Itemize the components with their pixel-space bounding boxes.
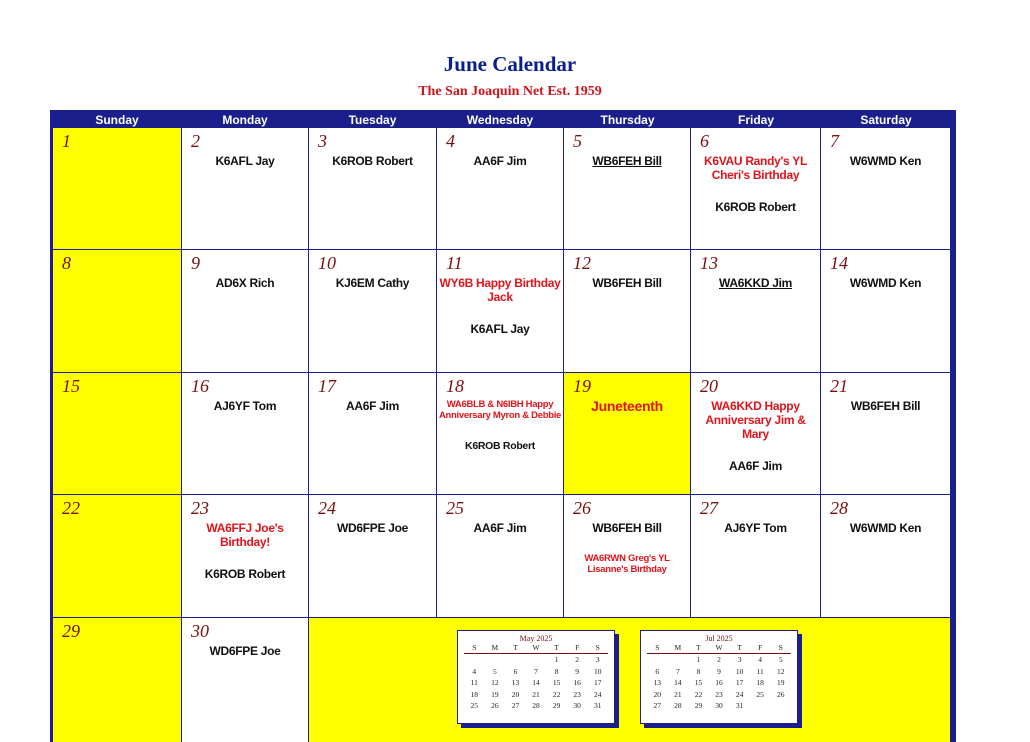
mini-weekday: T [696,643,701,652]
calendar-event: K6ROB Robert [465,440,535,452]
mini-day: 20 [511,689,520,699]
day-number: 27 [700,498,718,518]
mini-calendar-week [464,666,608,678]
day-events [309,154,436,186]
mini-day: 10 [594,666,602,676]
mini-calendar-week [647,666,791,678]
mini-weekday: M [674,643,682,652]
mini-day: 5 [778,655,783,664]
day-number: 1 [62,131,71,151]
day-events [691,154,820,232]
mini-day: 7 [675,666,680,676]
calendar-event: WB6FEH Bill [592,154,662,168]
day-events [691,276,820,308]
day-cell-15[interactable] [53,373,181,494]
day-events [182,276,308,308]
day-cell-13[interactable] [691,250,820,372]
calendar-event: WB6FEH Bill [850,399,921,413]
day-events [437,276,563,354]
day-cell-23[interactable] [182,495,308,617]
day-number: 29 [62,621,80,641]
day-number: 18 [446,376,464,396]
mini-day: 1 [554,655,559,664]
mini-day: 17 [594,678,602,687]
day-cell-14[interactable] [821,250,950,372]
day-cell-17[interactable] [309,373,436,494]
calendar-event: K6ROB Robert [332,154,413,168]
day-cell-29[interactable] [53,618,181,742]
mini-day: 19 [777,678,785,687]
mini-day: 30 [715,701,723,710]
day-number: 16 [191,376,209,396]
day-events [564,521,690,593]
mini-day: 30 [573,701,581,710]
weekday-saturday: Saturday [860,113,912,127]
day-events [309,276,436,308]
day-cell-11[interactable] [437,250,563,372]
day-cell-25[interactable] [437,495,563,617]
weekday-header [53,112,951,128]
mini-day: 5 [492,666,497,676]
calendar-frame [50,110,956,742]
mini-day: 11 [470,678,478,687]
day-cell-12[interactable] [564,250,690,372]
day-number: 20 [700,376,718,396]
day-events [821,399,950,431]
mini-day: 31 [735,701,744,710]
day-number: 4 [446,131,455,151]
day-cell-27[interactable] [691,495,820,617]
mini-day: 4 [758,655,763,664]
mini-day: 22 [694,689,703,699]
day-cell-30[interactable] [182,618,308,742]
mini-weekday: M [491,643,499,652]
day-number: 23 [191,498,209,518]
mini-day: 6 [655,666,660,676]
mini-day: 14 [674,678,682,687]
mini-day: 13 [653,678,662,687]
day-events [182,399,308,431]
weekday-friday: Friday [737,113,774,127]
mini-day: 22 [552,689,561,699]
mini-calendar-title: May 2025 [519,634,553,643]
mini-day: 31 [594,701,602,710]
mini-day: 9 [717,666,721,676]
calendar-event: KJ6EM Cathy [335,276,410,290]
mini-day: 9 [575,666,580,676]
day-events [182,154,308,186]
day-number: 22 [62,498,80,518]
day-events [437,521,563,553]
calendar-event: W6WMD Ken [849,276,922,290]
mini-calendar-header [647,643,791,654]
day-events [437,399,563,471]
mini-weekday: S [655,643,660,652]
day-events [309,399,436,431]
mini-day: 1 [696,655,701,664]
day-cell-2[interactable] [182,128,308,249]
day-cell-7[interactable] [821,128,950,249]
calendar-event: AD6X Rich [215,276,275,290]
calendar-event: WA6FFJ Joe's Birthday! [206,521,284,549]
mini-day: 29 [694,701,703,710]
mini-day: 26 [777,689,785,699]
day-number: 8 [62,253,71,273]
day-cell-9[interactable] [182,250,308,372]
mini-weekday: T [737,643,742,652]
mini-day [505,654,526,666]
calendar-event: W6WMD Ken [849,521,922,535]
weekday-monday: Monday [222,113,268,127]
day-number: 15 [62,376,80,396]
mini-day: 13 [511,678,520,687]
mini-day: 11 [756,666,764,676]
day-events [821,521,950,553]
day-number: 14 [830,253,848,273]
day-cell-6[interactable] [691,128,820,249]
mini-day: 18 [756,678,764,687]
calendar-event: AA6F Jim [473,154,527,168]
calendar-event: W6WMD Ken [849,154,922,168]
mini-day: 28 [532,701,540,710]
day-number: 28 [830,498,848,518]
day-cell-18[interactable] [437,373,563,494]
day-number: 10 [318,253,336,273]
mini-day: 24 [735,689,744,699]
mini-day: 3 [595,655,600,664]
day-number: 13 [700,253,718,273]
calendar-event: K6AFL Jay [470,322,530,336]
day-events [309,521,436,553]
day-cell-26[interactable] [564,495,690,617]
day-events [182,521,308,599]
mini-day: 24 [594,689,602,699]
mini-day: 25 [756,689,764,699]
mini-day: 4 [472,666,477,676]
day-events [821,276,950,308]
mini-day: 2 [575,655,580,664]
mini-day: 17 [735,678,744,687]
day-cell-16[interactable] [182,373,308,494]
mini-weekday: T [513,643,518,652]
mini-calendar-week [464,654,608,666]
mini-day: 27 [511,701,520,710]
calendar-event: WA6KKD Jim [718,276,792,290]
day-events [564,276,690,308]
day-number: 25 [446,498,464,518]
day-cell-21[interactable] [821,373,950,494]
mini-weekday: S [778,643,783,652]
mini-calendar-week [647,689,791,701]
day-number: 12 [573,253,591,273]
day-cell-8[interactable] [53,250,181,372]
mini-day [770,700,791,712]
mini-day [668,654,689,666]
mini-calendar-week [464,700,608,712]
day-cell-5[interactable] [564,128,690,249]
mini-calendar-week [647,700,791,712]
calendar-event: AA6F Jim [473,521,527,535]
day-cell-3[interactable] [309,128,436,249]
day-number: 30 [191,621,209,641]
mini-day: 14 [532,678,540,687]
mini-calendar-area [309,618,950,742]
day-cell-24[interactable] [309,495,436,617]
mini-calendar-week [647,677,791,689]
mini-weekday: W [532,643,540,652]
calendar-event: WA6RWN Greg's YL Lisanne's Birthday [584,553,670,575]
day-events [564,154,690,186]
mini-day: 18 [470,689,479,699]
mini-day: 16 [573,678,581,687]
mini-day: 27 [653,701,662,710]
page-subtitle: The San Joaquin Net Est. 1959 [418,84,602,99]
mini-day: 15 [552,678,561,687]
day-number: 19 [573,376,591,396]
mini-weekday: S [472,643,477,652]
day-events [564,399,690,431]
calendar-event: WD6FPE Joe [209,644,281,658]
day-cell-20[interactable] [691,373,820,494]
mini-day: 2 [717,655,721,664]
calendar-event: AJ6YF Tom [724,521,787,535]
mini-weekday: S [595,643,600,652]
day-cell-4[interactable] [437,128,563,249]
calendar-event: K6AFL Jay [215,154,275,168]
mini-day: 12 [777,666,785,676]
mini-weekday: W [715,643,723,652]
day-events [821,154,950,186]
page-title: June Calendar [443,52,577,76]
calendar-event: WY6B Happy Birthday Jack [439,276,561,304]
mini-day: 28 [674,701,682,710]
calendar-event: Juneteenth [591,398,663,414]
mini-day: 25 [470,701,479,710]
day-cell-28[interactable] [821,495,950,617]
calendar-event: WB6FEH Bill [592,276,662,290]
calendar-event: WB6FEH Bill [592,521,662,535]
calendar-event: WA6BLB & N6IBH Happy Anniversary Myron & Debbie [438,399,562,421]
mini-day: 23 [715,689,723,699]
calendar-event: AA6F Jim [729,459,782,473]
mini-day: 29 [552,701,561,710]
day-cell-10[interactable] [309,250,436,372]
mini-day: 15 [694,678,703,687]
mini-day: 21 [674,689,682,699]
weekday-tuesday: Tuesday [348,113,397,127]
mini-weekday: T [554,643,559,652]
mini-day [464,654,485,666]
day-number: 9 [191,253,200,273]
mini-calendar-week [647,654,791,666]
mini-day: 20 [653,689,662,699]
day-number: 26 [573,498,591,518]
day-number: 3 [318,131,327,151]
mini-weekday: F [575,643,580,652]
day-events [437,154,563,186]
day-number: 11 [446,253,463,273]
day-number: 24 [318,498,336,518]
mini-day: 7 [534,666,538,676]
mini-calendar-title: Jul 2025 [705,634,733,643]
mini-calendar-week [464,689,608,701]
mini-day: 8 [554,666,559,676]
calendar-event: K6ROB Robert [715,200,796,214]
calendar-event: K6ROB Robert [204,567,286,581]
calendar-event: AJ6YF Tom [213,399,277,413]
calendar-grid [53,128,950,742]
mini-day [485,654,506,666]
mini-calendar-header [464,643,608,654]
mini-day: 19 [491,689,499,699]
mini-day [647,654,668,666]
mini-day: 21 [532,689,540,699]
calendar-event: WD6FPE Joe [336,521,409,535]
mini-day: 10 [735,666,744,676]
day-events [691,521,820,553]
day-number: 21 [830,376,848,396]
mini-day [526,654,547,666]
mini-calendar-previous [457,630,615,724]
day-events [182,644,308,676]
day-number: 7 [830,131,839,151]
calendar-event: K6VAU Randy's YL Cheri's Birthday [704,154,807,182]
mini-day: 6 [513,666,518,676]
mini-day: 23 [573,689,581,699]
mini-day: 12 [491,678,499,687]
day-cell-1[interactable] [53,128,181,249]
mini-day: 3 [737,655,742,664]
day-cell-19[interactable] [564,373,690,494]
mini-day [750,700,771,712]
calendar-event: AA6F Jim [346,399,399,413]
day-number: 5 [573,131,582,151]
mini-day: 16 [715,678,723,687]
weekday-wednesday: Wednesday [466,113,534,127]
day-number: 17 [318,376,336,396]
calendar-event: WA6KKD Happy Anniversary Jim & Mary [705,399,806,441]
weekday-sunday: Sunday [95,113,139,127]
day-cell-22[interactable] [53,495,181,617]
weekday-thursday: Thursday [600,113,655,127]
mini-day: 8 [696,666,701,676]
mini-calendar-week [464,677,608,689]
day-number: 2 [191,131,200,151]
day-number: 6 [700,131,709,151]
mini-calendar-next [640,630,798,724]
day-events [691,399,820,491]
mini-day: 26 [491,701,499,710]
mini-weekday: F [758,643,763,652]
